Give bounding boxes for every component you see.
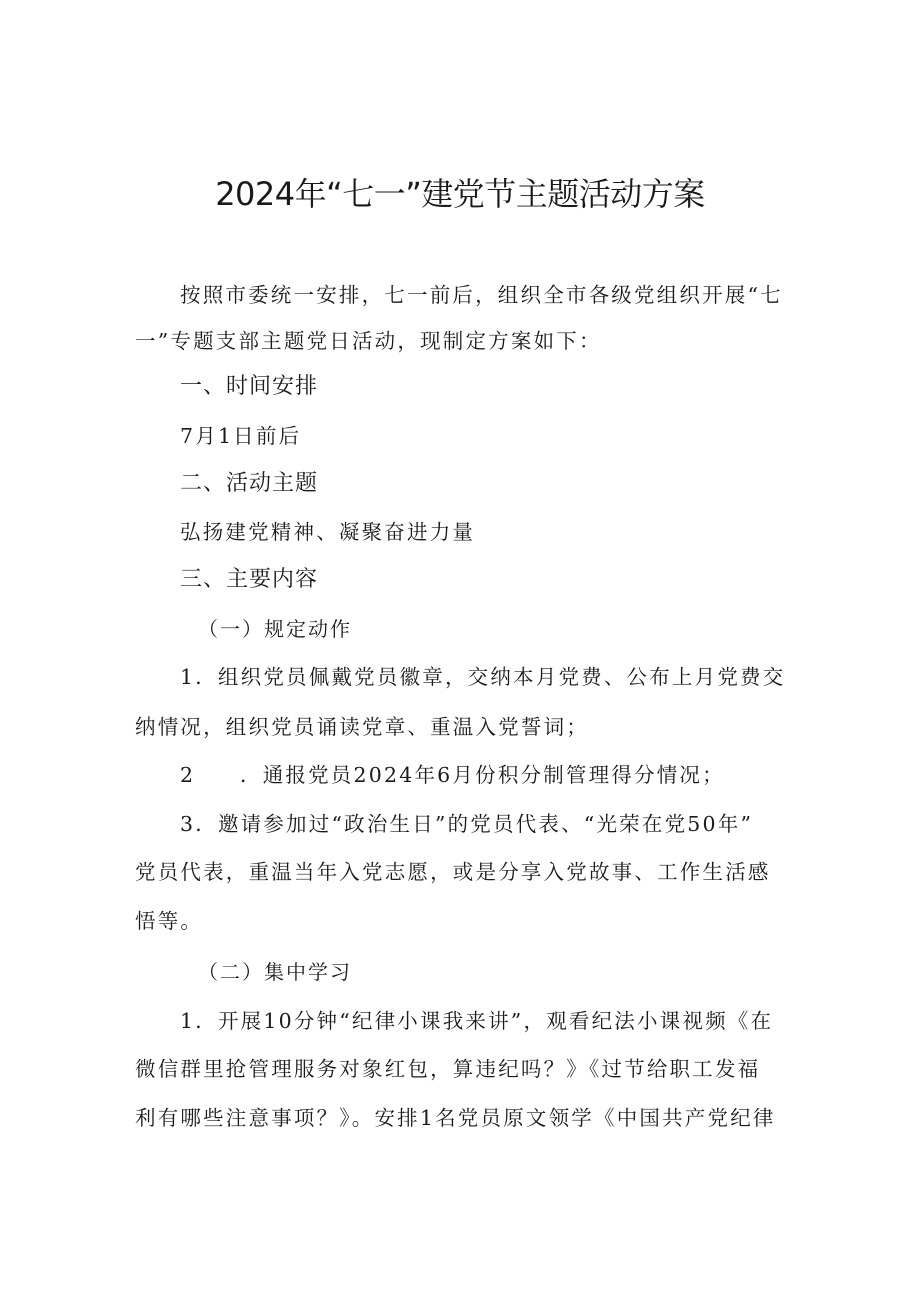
intro-line-1: 按照市委统一安排，七一前后，组织全市各级党组织开展“七	[180, 283, 783, 307]
subsection-heading-required-actions: （一）规定动作	[198, 617, 352, 641]
document-title: 2024年“七一”建党节主题活动方案	[215, 175, 705, 213]
section-heading-content: 三、主要内容	[180, 567, 319, 592]
section-heading-schedule: 一、时间安排	[180, 374, 319, 399]
required-item-1-line-2: 纳情况，组织党员诵读党章、重温入党誓词；	[135, 715, 589, 739]
required-item-3-line-2: 党员代表，重温当年入党志愿，或是分享入党故事、工作生活感	[135, 860, 771, 884]
subsection-heading-group-study: （二）集中学习	[198, 960, 352, 984]
section-heading-theme: 二、活动主题	[180, 471, 319, 496]
required-item-3-line-1: 3．邀请参加过“政治生日”的党员代表、“光荣在党50年”	[180, 812, 754, 836]
required-item-2-text: ．通报党员2024年6月份积分制管理得分情况；	[240, 763, 725, 787]
study-item-1-line-2: 微信群里抢管理服务对象红包，算违纪吗？》《过节给职工发福	[135, 1057, 761, 1081]
required-item-1-line-1: 1．组织党员佩戴党员徽章，交纳本月党费、公布上月党费交	[180, 665, 786, 689]
schedule-text: 7月1日前后	[180, 424, 302, 448]
required-item-3-line-3: 悟等。	[135, 909, 204, 933]
intro-line-2: 一”专题支部主题党日活动，现制定方案如下：	[135, 329, 602, 353]
required-item-2-number: 2	[180, 763, 196, 787]
study-item-1-line-1: 1．开展10分钟“纪律小课我来讲”，观看纪法小课视频《在	[180, 1009, 774, 1033]
theme-text: 弘扬建党精神、凝聚奋进力量	[180, 520, 476, 544]
study-item-1-line-3: 利有哪些注意事项？》。安排1名党员原文领学《中国共产党纪律	[135, 1106, 776, 1130]
